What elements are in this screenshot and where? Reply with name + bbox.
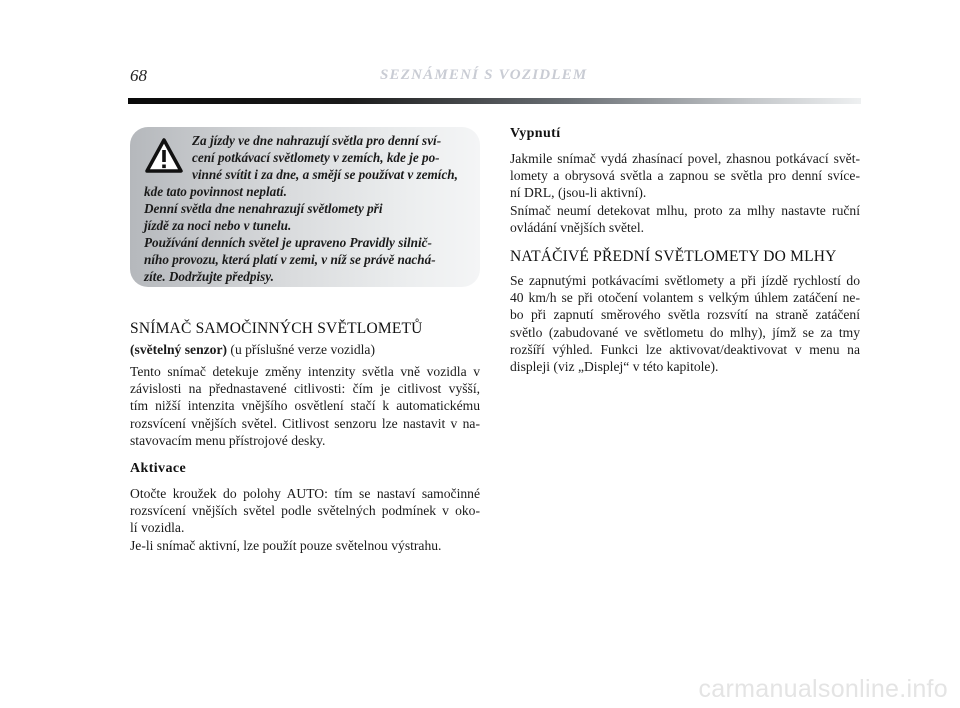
sensor-subtitle [130,341,480,358]
warning-line: zíte. Dodržujte předpisy. [144,269,274,284]
sensor-body-line: rozsvícení vnějších světel. Citlivost senzoru lze nastavit v na- [130,415,480,431]
fog-line: 40 km/h se při otočení volantem s velkým úhlem zatáčení ne- [510,290,860,306]
activation-line: rozsvícení vnějších světel podle světelných podmínek v oko- [130,503,480,519]
fog-line: Se zapnutými potkávacími světlomety a při jízdě rychlostí do [510,273,860,288]
warning-box [130,127,480,287]
fog-paragraph [510,272,860,375]
sensor-body-line: závislosti na přednastavené citlivosti: čím je citlivost vyšší, [130,381,480,397]
fog-line: bo při zapnutí směrového světla rozsvítí na straně zatáčení [510,307,860,323]
warning-line: ního provozu, která platí v zemi, v níž se právě nachá- [144,252,436,267]
deactivation-line: Snímač neumí detekovat mlhu, proto za mlhy nastavte ruční [510,202,860,218]
activation-line: Otočte kroužek do polohy AUTO: tím se nastaví samočinné [130,486,480,501]
activation-paragraph [130,485,480,554]
deactivation-paragraph [510,150,860,236]
sensor-body-line: Tento snímač detekuje změny intenzity světla vně vozidla v [130,364,480,379]
deactivation-line: ní DRL, (jsou-li aktivní). [510,185,647,201]
sensor-body-line: tím nižší intenzita vnějšího osvětlení stačí k automatickému [130,398,480,414]
warning-line: Denní světla dne nenahrazují světlomety při [144,201,383,216]
deactivation-line: lomety a obrysová světla a zapnou se světla pro denní svíce- [510,168,860,184]
sensor-subtitle-bold: (světelný senzor) [130,342,228,357]
fog-line: displeji (viz „Displej“ v této kapitole). [510,359,719,375]
fog-line: rozšíří výhled. Funkci lze aktivovat/deaktivovat v menu na [510,341,860,357]
page-number: 68 [130,66,147,85]
running-header-title: SEZNÁMENÍ S VOZIDLEM [380,67,588,83]
warning-line: cení potkávací světlomety v zemích, kde je po- [192,150,440,165]
warning-line: Používání denních světel je upraveno Pravidly silnič- [144,235,432,250]
activation-line: Je-li snímač aktivní, lze použít pouze světelnou výstrahu. [130,537,442,553]
warning-line: vinné svítit i za dne, a smějí se používat v zemích, [192,167,458,182]
warning-text [144,132,464,285]
header-rule [128,98,861,104]
warning-line: jízdě za noci nebo v tunelu. [144,218,292,233]
fog-line: světlo (zabudované ve světlometu do mlhy), jímž se za tmy [510,324,860,340]
activation-line: lí vozidla. [130,520,185,536]
deactivation-line: ovládání vnějších světel. [510,219,645,235]
sensor-section-title: SNÍMAČ SAMOČINNÝCH SVĚTLOMETŮ [130,320,423,337]
sensor-body-line: stavovacím menu přístrojové desky. [130,432,326,448]
sensor-subtitle-rest: (u příslušné verze vozidla) [227,342,375,357]
deactivation-title: Vypnutí [510,126,561,141]
fog-section-title: NATÁČIVÉ PŘEDNÍ SVĚTLOMETY DO MLHY [510,248,837,265]
watermark: carmanualsonline.info [698,675,948,703]
activation-title: Aktivace [130,461,187,476]
sensor-body-paragraph [130,363,480,449]
warning-line: Za jízdy ve dne nahrazují světla pro denní sví- [192,133,442,148]
warning-line: kde tato povinnost neplatí. [144,184,287,199]
deactivation-line: Jakmile snímač vydá zhasínací povel, zhasnou potkávací svět- [510,151,860,166]
warning-triangle-icon [144,136,184,176]
